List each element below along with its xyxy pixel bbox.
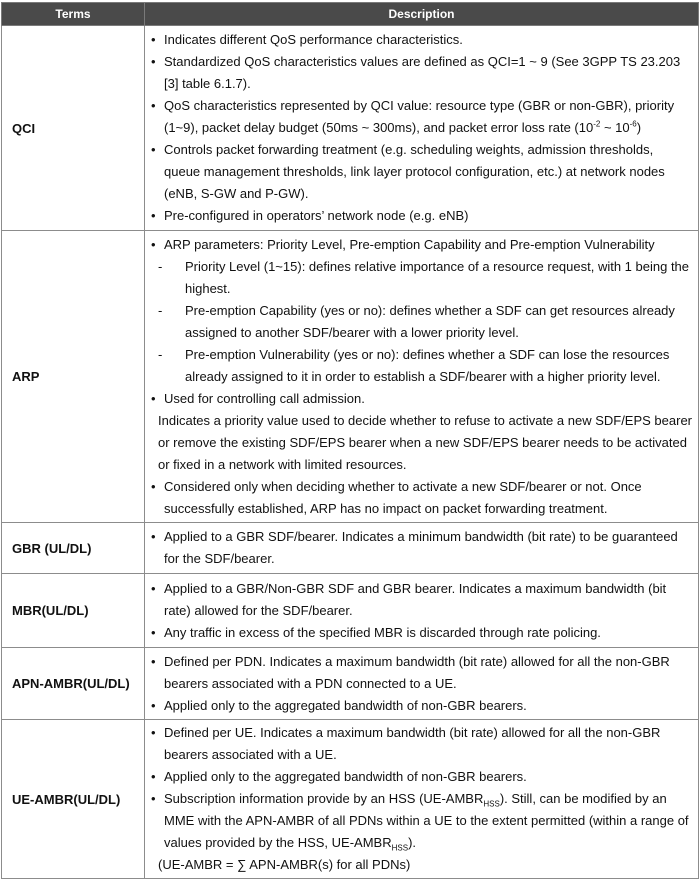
description-mbr [145, 574, 699, 648]
description-apn-ambr [145, 648, 699, 720]
description-arp [145, 231, 699, 523]
table-row-arp [2, 231, 699, 523]
table-row-apn-ambr [2, 648, 699, 720]
qos-terms-table [1, 2, 699, 879]
term-gbr: GBR (UL/DL) [2, 523, 145, 574]
apn-ambr-list [145, 651, 692, 717]
gbr-list [145, 526, 692, 570]
description-gbr [145, 523, 699, 574]
table-row-ue-ambr [2, 720, 699, 879]
term-qci: QCI [2, 26, 145, 231]
sub-list-item: - Priority Level (1~15): defines relative importance of a resource request, with 1 being the highest. [145, 256, 692, 300]
list-item: • Pre-configured in operators’ network node (e.g. eNB) [145, 205, 692, 227]
table-row-qci [2, 26, 699, 231]
list-item: • Applied to a GBR SDF/bearer. Indicates a minimum bandwidth (bit rate) to be guaranteed for the SDF/bearer. [145, 526, 692, 570]
table-row-gbr [2, 523, 699, 574]
list-item [145, 95, 692, 139]
description-qci [145, 26, 699, 231]
subscript: HSS [391, 843, 409, 853]
superscript: -2 [593, 119, 601, 129]
list-item: • Used for controlling call admission. [145, 388, 692, 410]
arp-list [145, 234, 692, 520]
list-item: • Applied only to the aggregated bandwidth of non-GBR bearers. [145, 695, 692, 717]
description-ue-ambr [145, 720, 699, 879]
list-item: • Applied to a GBR/Non-GBR SDF and GBR bearer. Indicates a maximum bandwidth (bit rate) allowed for the SDF/bearer. [145, 578, 692, 622]
term-ue-ambr: UE-AMBR(UL/DL) [2, 720, 145, 879]
list-item-text: ) [636, 120, 642, 135]
list-item: • Any traffic in excess of the specified MBR is discarded through rate policing. [145, 622, 692, 644]
mbr-list [145, 578, 692, 644]
list-item: • Considered only when deciding whether to activate a new SDF/bearer or not. Once successfully established, ARP has no impact on packet forwarding treatment. [145, 476, 692, 520]
sub-list-item: - Pre-emption Capability (yes or no): defines whether a SDF can get resources already assigned to another SDF/bearer with a lower priority level. [145, 300, 692, 344]
header-terms: Terms [2, 3, 145, 26]
table-header-row [2, 3, 699, 26]
list-item-text: ). [408, 835, 417, 850]
superscript: -6 [629, 119, 637, 129]
list-item: • ARP parameters: Priority Level, Pre-emption Capability and Pre-emption Vulnerability [145, 234, 692, 256]
ue-ambr-list [145, 722, 692, 876]
term-mbr: MBR(UL/DL) [2, 574, 145, 648]
list-item [145, 788, 692, 854]
list-item: • Controls packet forwarding treatment (e.g. scheduling weights, admission thresholds, queue management thresholds, link layer protocol configuration, etc.) at network nodes (eNB, S-GW and P-GW). [145, 139, 692, 205]
list-item: • Defined per PDN. Indicates a maximum bandwidth (bit rate) allowed for all the non-GBR bearers associated with a PDN connected to a UE. [145, 651, 692, 695]
list-item-text: ). Still, can be modified by an MME with the APN-AMBR of all PDNs within a UE to the extent permitted (within a range of values provided by the HSS, UE-AMBR [164, 791, 689, 850]
list-item-text: QoS characteristics represented by QCI value: resource type (GBR or non-GBR), priority (1~9), packet delay budget (50ms ~ 300ms), and packet error loss rate (10 [164, 98, 675, 135]
formula-line: (UE-AMBR = ∑ APN-AMBR(s) for all PDNs) [158, 857, 411, 872]
sub-list-item: - Pre-emption Vulnerability (yes or no): defines whether a SDF can lose the resources already assigned to it in order to establish a SDF/bearer with a higher priority level. [145, 344, 692, 388]
subscript: HSS [483, 799, 500, 809]
list-item: • Standardized QoS characteristics values are defined as QCI=1 ~ 9 (See 3GPP TS 23.203 [3] table 6.1.7). [145, 51, 692, 95]
list-item: • Applied only to the aggregated bandwidth of non-GBR bearers. [145, 766, 692, 788]
header-description: Description [145, 3, 699, 26]
list-item: • Indicates different QoS performance characteristics. [145, 29, 692, 51]
term-apn-ambr: APN-AMBR(UL/DL) [2, 648, 145, 720]
list-item-text: Subscription information provide by an HSS (UE-AMBR [164, 791, 484, 806]
table-row-mbr [2, 574, 699, 648]
list-item: • Defined per UE. Indicates a maximum bandwidth (bit rate) allowed for all the non-GBR bearers associated with a UE. [145, 722, 692, 766]
qci-list [145, 29, 692, 227]
term-arp: ARP [2, 231, 145, 523]
list-item-text: ~ 10 [600, 120, 630, 135]
list-paragraph: Indicates a priority value used to decide whether to refuse to activate a new SDF/EPS bearer or remove the existing SDF/EPS bearer when a new SDF/EPS bearer needs to be activated or fixed in a network with limited resources. [158, 412, 693, 472]
